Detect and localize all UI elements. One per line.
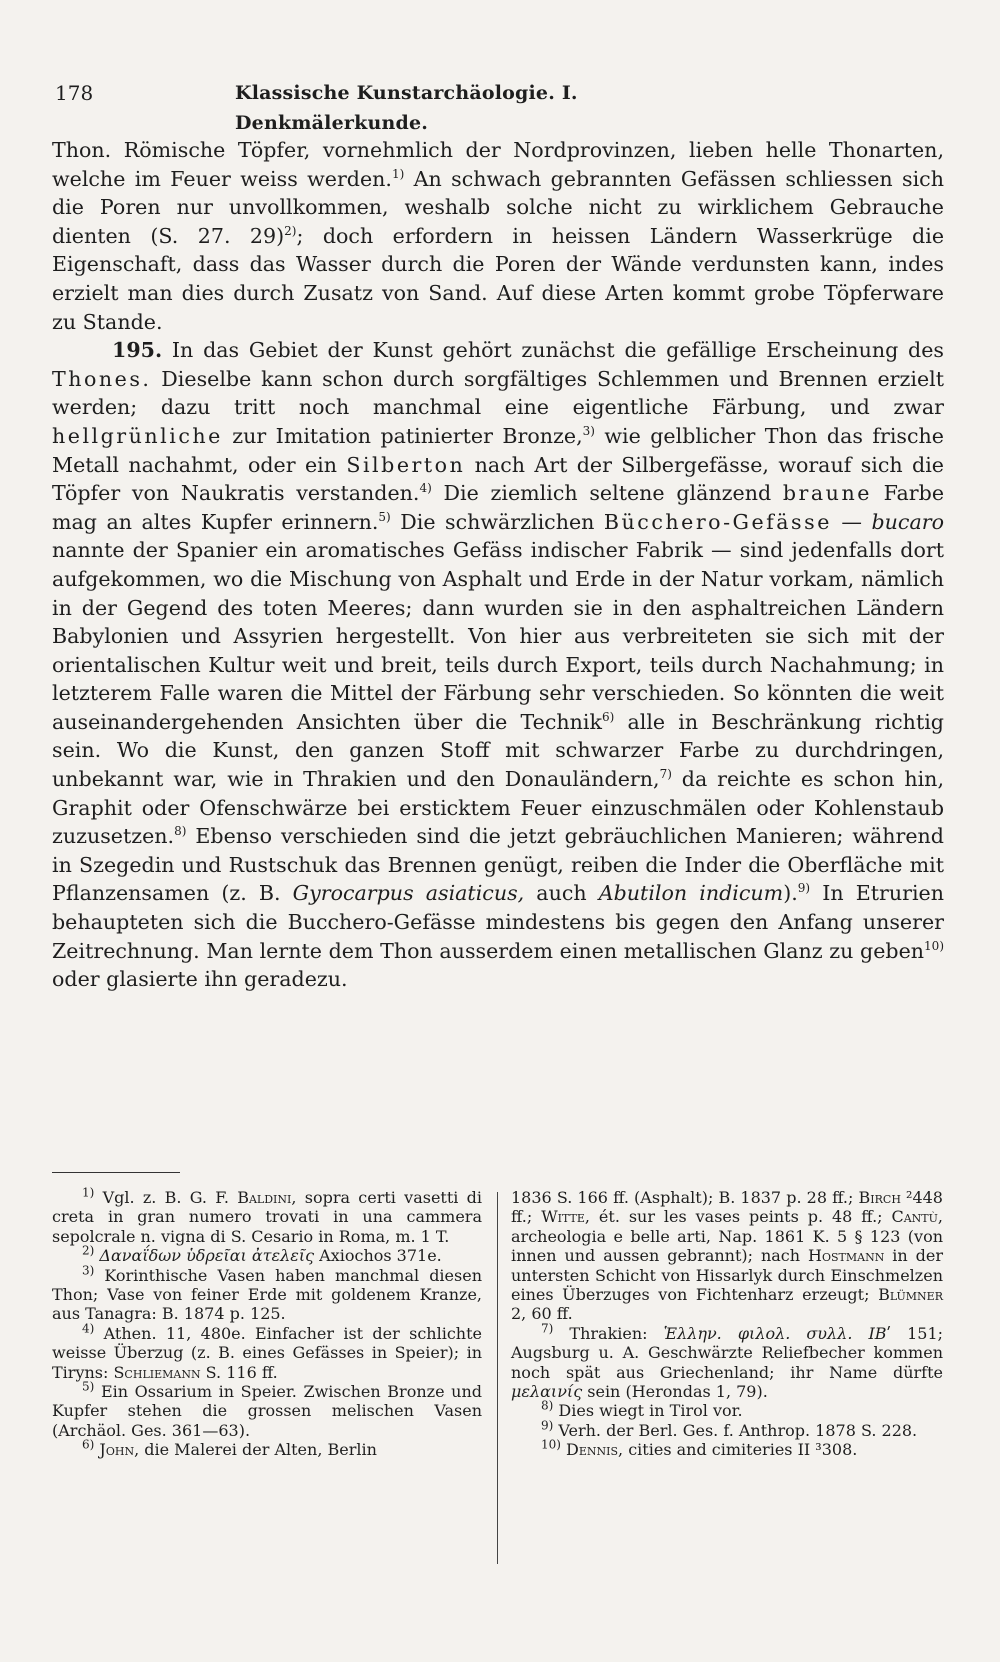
text-run: Thon. Römische Töpfer, vornehmlich der Nordprovinzen, lieben helle Thonarten, welche im Feuer weiss werden. bbox=[52, 138, 944, 191]
footnote-ref-7: 7) bbox=[659, 767, 672, 782]
text-run: Axiochos 371e. bbox=[314, 1246, 442, 1266]
author-name: Dennis bbox=[566, 1440, 619, 1460]
footnote-mark: 7) bbox=[541, 1321, 554, 1336]
greek-text: μελαινίς bbox=[511, 1382, 583, 1402]
text-run: In Etrurien behaupteten sich die Bucchero-Gefässe mindestens bis gegen den Anfang unserer Zeitrechnung. Man lernte dem Thon ausserdem einen metallischen Glanz zu geben bbox=[52, 881, 944, 963]
author-name: Schliemann bbox=[113, 1362, 201, 1382]
footnote-ref-9: 9) bbox=[797, 881, 811, 896]
text-run: Farbe mag an altes Kupfer erinnern. bbox=[52, 481, 945, 534]
footnote-6 bbox=[52, 1437, 482, 1460]
author-name: Baldini bbox=[237, 1188, 292, 1207]
text-run: An schwach gebrannten Gefässen schliessen sich die Poren nur unvollkommen, weshalb solche nicht zu wirklichem Gebrauche dienten (S. 27. 29) bbox=[52, 166, 944, 248]
text-run: Thrakien: bbox=[553, 1323, 664, 1343]
text-run: S. 116 ff. bbox=[200, 1362, 278, 1382]
footnote-divider bbox=[52, 1172, 180, 1173]
footnote-ref-3: 3) bbox=[582, 424, 595, 439]
footnote-ref-4: 4) bbox=[419, 481, 432, 496]
text-run: Dies wiegt in Tirol vor. bbox=[553, 1401, 743, 1421]
page-number: 178 bbox=[55, 81, 94, 105]
column-divider bbox=[497, 1192, 498, 1564]
footnote-mark: 5) bbox=[82, 1379, 95, 1394]
footnote-1 bbox=[52, 1185, 482, 1246]
text-run: , sopra certi vasetti di creta in gran numero trovati in una cammera sepolcrale n. vigna di S. Cesario in Roma, m. 1 T. bbox=[52, 1188, 482, 1246]
text-run: Ebenso verschieden sind die jetzt gebräuchlichen Manieren; während in Szegedin und Rustschuk das Brennen genügt, reiben die Inder die Oberfläche mit Pflanzensamen (z. B. bbox=[52, 824, 944, 906]
text-run: alle in Beschränkung richtig sein. Wo die Kunst, den ganzen Stoff mit schwarzer Farbe zu durchdringen, unbekannt war, wie in Thrakien und den Donauländern, bbox=[52, 709, 944, 792]
spaced-term: hellgrünliche bbox=[52, 423, 223, 448]
text-run: Vgl. z. B. G. F. bbox=[94, 1188, 238, 1207]
footnote-mark: 8) bbox=[541, 1399, 554, 1414]
text-run: oder glasierte ihn geradezu. bbox=[52, 967, 348, 992]
text-run: nannte der Spanier ein aromatisches Gefäss indischer Fabrik — sind jedenfalls dort aufgekommen, wo die Mischung von Asphalt und Erde in der Natur vorkam, nämlich in der Gegend des toten Meeres; dann wurden sie in den asphaltreichen Ländern Babylonien und Assyrien hergestellt. Von hier aus verbreiteten sie sich mit der orientalischen Kultur weit und breit, teils durch Export, teils durch Nachahmung; in letzterem Falle waren die Mittel der Färbung sehr verschieden. So könnten die weit auseinandergehenden Ansichten über die Technik bbox=[52, 538, 944, 734]
author-name: Blümner bbox=[878, 1285, 943, 1305]
spaced-term: Silberton bbox=[346, 452, 466, 477]
paragraph-195 bbox=[52, 336, 944, 994]
text-run: , cities and cimiteries II ³308. bbox=[618, 1440, 858, 1460]
footnote-ref-10: 10) bbox=[924, 938, 944, 953]
footnote-mark: 6) bbox=[82, 1437, 95, 1452]
footnote-ref-2: 2) bbox=[284, 223, 297, 238]
text-run: , die Malerei der Alten, Berlin bbox=[134, 1440, 377, 1460]
text-run: , archeologia e belle arti, Nap. 1861 K. 5 § 123 (von innen und aussen gebrannt); nach bbox=[511, 1207, 943, 1266]
footnote-10 bbox=[511, 1437, 943, 1460]
italic-term: bucaro bbox=[871, 509, 944, 534]
footnote-mark: 1) bbox=[82, 1185, 95, 1200]
text-run: ²448 ff.; bbox=[511, 1188, 943, 1227]
text-run: da reichte es schon hin, Graphit oder Ofenschwärze bei ersticktem Feuer einzuschmälen oder Kohlenstaub zuzusetzen. bbox=[52, 767, 944, 849]
footnote-4 bbox=[52, 1321, 482, 1382]
text-run: 1836 S. 166 ff. (Asphalt); B. 1837 p. 28 ff.; bbox=[511, 1188, 859, 1207]
text-run: Athen. 11, 480e. Einfacher ist der schlichte weisse Überzug (z. B. eines Gefässes in Speier); in Tiryns: bbox=[52, 1323, 482, 1382]
text-run: Die ziemlich seltene glänzend bbox=[431, 481, 783, 506]
footnote-ref-8: 8) bbox=[174, 824, 187, 839]
greek-text: Δαναΐδων ὑδρεῖαι ἀτελεῖς bbox=[94, 1246, 315, 1266]
running-title: Klassische Kunstarchäologie. I. Denkmälerkunde. bbox=[235, 82, 578, 134]
text-run: nach Art der Silbergefässe, worauf sich die Töpfer von Naukratis verstanden. bbox=[52, 452, 944, 506]
text-run: auch bbox=[524, 881, 599, 906]
text-run: Verh. der Berl. Ges. f. Anthrop. 1878 S. 228. bbox=[553, 1420, 918, 1440]
text-run: 151; Augsburg u. A. Geschwärzte Reliefbecher kommen noch spät aus Griechenland; ihr Name dürfte bbox=[511, 1323, 944, 1382]
footnote-ref-5: 5) bbox=[378, 509, 391, 524]
footnote-ref-6: 6) bbox=[601, 710, 615, 725]
footnote-mark: 9) bbox=[541, 1418, 554, 1433]
footnote-mark: 10) bbox=[541, 1437, 561, 1452]
text-run: Dieselbe kann schon durch sorgfältiges Schlemmen und Brennen erzielt werden; dazu tritt noch manchmal eine eigentliche Färbung, und zwar bbox=[52, 366, 944, 420]
paragraph-1 bbox=[52, 136, 944, 336]
text-run: ; doch erfordern in heissen Ländern Wasserkrüge die Eigenschaft, dass das Wasser durch die Poren der Wände verdunsten kann, indes erzielt man dies durch Zusatz von Sand. Auf diese Arten kommt grobe Töpferware zu Stande. bbox=[52, 223, 945, 334]
text-run: wie gelblicher Thon das frische Metall nachahmt, oder ein bbox=[52, 423, 944, 477]
italic-term: Gyrocarpus asiaticus, bbox=[292, 881, 525, 906]
main-text bbox=[52, 136, 944, 994]
text-run: zur Imitation patinierter Bronze, bbox=[222, 423, 583, 448]
author-name: John bbox=[99, 1440, 135, 1460]
footnote-6-continued bbox=[511, 1188, 943, 1324]
author-name: Witte bbox=[541, 1207, 585, 1227]
footnote-9 bbox=[511, 1418, 943, 1440]
footnote-mark: 3) bbox=[82, 1263, 95, 1278]
footnote-3 bbox=[52, 1263, 482, 1324]
section-number: 195. bbox=[112, 338, 163, 363]
footnote-5 bbox=[52, 1379, 482, 1440]
text-run: in der untersten Schicht von Hissarlyk durch Einschmelzen eines Überzuges von Fichtenharz erzeugt; bbox=[511, 1246, 944, 1305]
author-name: Hostmann bbox=[808, 1246, 885, 1266]
greek-text: Ἑλλην. φιλολ. συλλ. ΙΒʹ bbox=[663, 1323, 892, 1343]
text-run: , ét. sur les vases peints p. 48 ff.; bbox=[584, 1207, 892, 1227]
page-header bbox=[55, 78, 765, 134]
text-run: Korinthische Vasen haben manchmal diesen Thon; Vase von feiner Erde mit goldenem Kranze, aus Tanagra: B. 1874 p. 125. bbox=[52, 1265, 482, 1324]
spaced-term: braune bbox=[782, 481, 872, 506]
text-run: In das Gebiet der Kunst gehört zunächst die gefällige Erscheinung des bbox=[162, 338, 944, 363]
text-run: 2, 60 ff. bbox=[511, 1304, 573, 1324]
footnote-7 bbox=[511, 1321, 944, 1402]
footnotes-right-column bbox=[511, 1188, 943, 1460]
footnote-mark: 2) bbox=[82, 1243, 95, 1258]
footnote-8 bbox=[511, 1401, 943, 1420]
footnote-mark: 4) bbox=[82, 1321, 95, 1336]
italic-term: Abutilon indicum bbox=[598, 881, 784, 906]
footnotes-left-column bbox=[52, 1185, 482, 1460]
text-run: Ein Ossarium in Speier. Zwischen Bronze und Kupfer stehen die grossen melischen Vasen (Archäol. Ges. 361—63). bbox=[52, 1382, 482, 1440]
text-run: — bbox=[831, 509, 872, 534]
author-name: Cantù bbox=[891, 1207, 938, 1227]
footnote-ref-1: 1) bbox=[391, 166, 405, 181]
spaced-term: Thones. bbox=[52, 366, 152, 391]
text-run: sein (Herondas 1, 79). bbox=[582, 1382, 768, 1402]
text-run: Die schwärzlichen bbox=[390, 509, 604, 534]
spaced-term: Bücchero-Gefässe bbox=[603, 509, 832, 534]
footnote-2 bbox=[52, 1243, 482, 1266]
text-run: ). bbox=[783, 881, 798, 906]
author-name: Birch bbox=[858, 1188, 901, 1207]
